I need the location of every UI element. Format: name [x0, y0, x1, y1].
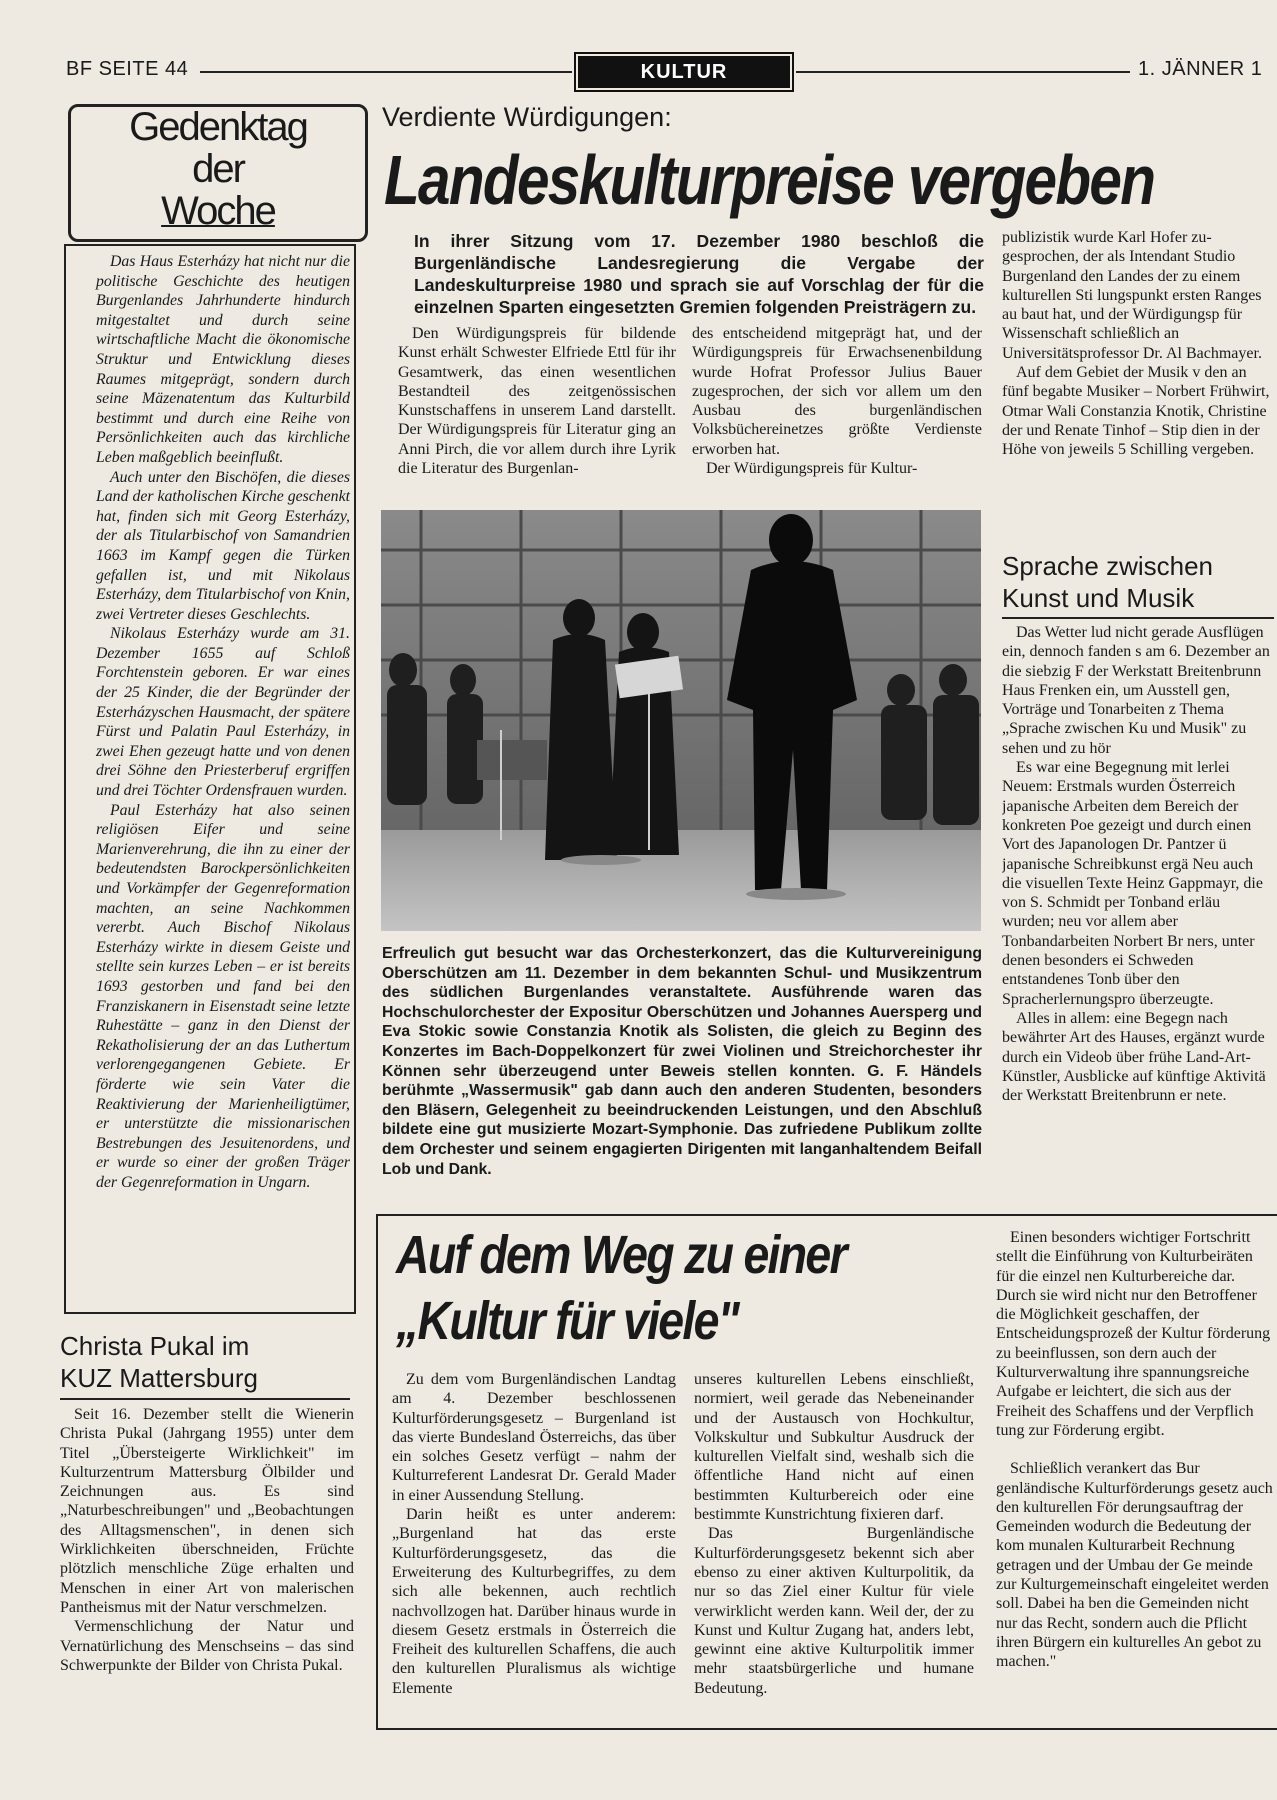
kulturfuerviele-col2 — [694, 1370, 974, 1698]
concert-photo-image — [381, 510, 981, 931]
preise-col1 — [398, 324, 676, 478]
sprache-paragraph: Das Wetter lud nicht gerade Ausflügen ein, dennoch fanden s am 6. Dezember an die siebzig F der Werkstatt Breitenbrunn Haus Frenken ein, um Ausstell gen, Vorträge und Tonarbeiten z Thema „Sprache zwischen Ku und Musik" zu sehen und zu hör — [1002, 624, 1270, 757]
sprache-paragraph: Alles in allem: eine Begegn nach bewährter Art des Hauses, ergänzt wurde durch ein Videob über frühe Land-Art-Künstler, Ausblicke auf künftige Aktivitä der Werkstatt Breitenbrunn er nete. — [1002, 1009, 1266, 1105]
sprache-title — [1002, 550, 1213, 614]
preise-col3-paragraph: publizistik wurde Karl Hofer zu- gesprochen, der als Intendant Studio Burgenland den Landes der zu einem kulturellen Sti lungspunkt ersten Ranges au baut hat, und der Würdigungsp für Wissenschaft schließlich an Universitätsprofessor Dr. Al Bachmayer. — [1002, 229, 1262, 362]
gedenktag-title-line1: Gedenktag — [129, 105, 307, 149]
header-date: 1. JÄNNER 1 — [1138, 58, 1263, 80]
gedenktag-title-line3: Woche — [161, 189, 275, 233]
preise-lead: In ihrer Sitzung vom 17. Dezember 1980 beschloß die Burgenländische Landesregierung die Vergabe der Landeskulturpreise 1980 und sprach sie auf Vorschlag der für die einzelnen Sparten eingesetzten Gremien folgenden Preisträgern zu. — [414, 231, 984, 317]
page-label: BF SEITE 44 — [66, 58, 189, 80]
sprache-rule — [1002, 617, 1274, 619]
pukal-title-line2: KUZ Mattersburg — [60, 1363, 258, 1393]
gedenktag-paragraph: Nikolaus Esterházy wurde am 31. Dezember 1655 auf Schloß Forchtenstein geboren. Er war eines der 25 Kinder, die der Begründer der Esterházyschen Hausmacht, der spätere Fürst und Palatin Paul Esterházy, in zwei Ehen gezeugt hatte und von denen drei Söhne den Priesterberuf ergriffen und drei Töchter Ordensfrauen wurden. — [96, 625, 350, 800]
preise-col2 — [692, 324, 982, 478]
pukal-title — [60, 1330, 258, 1394]
kulturfuerviele-headline — [396, 1222, 846, 1354]
kulturfuerviele-col2-paragraph: unseres kulturellen Lebens einschließt, normiert, weil gerade das Nebeneinander und der Austausch von Hochkultur, Volkskultur und Subkultur Ausdruck der kulturellen Vielfalt sind, weshalb sich die öffentliche Hand nicht auf einen bestimmten Kulturbereich oder eine bestimmte Kunstrichtung fixieren darf. — [694, 1371, 974, 1524]
gedenktag-paragraph: Auch unter den Bischöfen, die dieses Land der katholischen Kirche geschenkt hat, finden sich mit Georg Esterházy, der als Titularbischof von Samandrien 1663 im Kampf gegen die Türken gefallen ist, und mit Nikolaus Esterházy, dem Titularbischof von Knin, zwei Vertreter dieses Geschlechts. — [96, 468, 350, 623]
gedenktag-body — [96, 252, 350, 1193]
photo-caption: Erfreulich gut besucht war das Orchesterkonzert, das die Kulturvereinigung Oberschützen am 11. Dezember in dem bekannten Schul- und Musikzentrum des südlichen Burgenlandes veranstaltete. Ausführende waren das Hochschulorchester der Expositur Oberschützen und Johannes Auersperg und Eva Stokic sowie Constanzia Knotik als Solisten, die gleich zu Beginn des Konzertes im Bach-Doppelkonzert für zwei Violinen und Streichorchester ihr Können sehr überzeugend unter Beweis stellen konnten. G. F. Händels berühmte „Wassermusik" gab dann auch den anderen Studenten, besonders den Bläsern, Gelegenheit zu beeindruckenden Leistungen, und den Abschluß bildete eine gut musizierte Mozart-Symphonie. Das zufriedene Publikum zollte dem Orchester und seinem engagierten Dirigenten mit langanhaltendem Beifall Lob und Dank. — [382, 945, 982, 1178]
pukal-title-line1: Christa Pukal im — [60, 1331, 250, 1361]
pukal-body — [60, 1405, 354, 1675]
kulturfuerviele-col1 — [392, 1370, 676, 1698]
kulturfuerviele-col1-paragraph: Zu dem vom Burgenländischen Landtag am 4. Dezember beschlossenen Kulturförderungsgesetz – Burgenland ist das vierte Bundesland Österreichs, das über ein solches Gesetz verfügt – nahm der Kulturreferent Landesrat Dr. Gerald Mader in einer Aussendung Stellung. — [392, 1371, 676, 1504]
gedenktag-paragraph: Paul Esterházy hat also seinen religiösen Eifer und seine Marienverehrung, die ihn zu einer der bedeutendsten Barockpersönlichkeiten und Vorkämpfer der Gegenreformation machten, an seine Nachkommen vererbt. Auch Bischof Nikolaus Esterházy wirkte in diesem Geiste und stellte sein kurzes Leben – er ist bereits 1693 gestorben und fand bei den Franziskanern in Eisenstadt seine letzte Ruhestätte – ganz in den Dienst der Rekatholisierung der an das Luthertum verlorengegangenen Gebiete. Er förderte wie sein Vater die Reaktivierung der Marienheiligtümer, er unterstützte die missionarischen Bestrebungen des Jesuitenordens, und er wurde so einer der großen Träger der Gegenreformation in Ungarn. — [96, 801, 350, 1191]
kulturfuerviele-col3-paragraph: Einen besonders wichtiger Fortschritt stellt die Einführung von Kulturbeiräten für die einzel nen Kulturbereiche dar. Durch sie wird nicht nur den Betroffener die Möglichkeit geschaffen, der Entscheidungsprozeß der Kultur förderung zu beeinflussen, son dern auch der Kulturverwaltung ihre spannungsreiche Aufgabe er leichtert, die sich aus der Freiheit des Schaffens und der Verpflich tung zur Förderung ergibt. — [996, 1229, 1271, 1439]
concert-photo — [381, 510, 981, 931]
preise-col1-paragraph: Den Würdigungspreis für bildende Kunst erhält Schwester Elfriede Ettl für ihr Gesamtwerk, das einen wesentlichen Bestandteil des zeitgenössischen Kunstschaffens in unserem Land darstellt. Der Würdigungspreis für Literatur ging an Anni Pirch, die vor allem durch ihre Lyrik die Literatur des Burgenlan- — [398, 325, 676, 478]
preise-headline: Landeskulturpreise vergeben — [384, 141, 1155, 219]
kulturfuerviele-col1-paragraph: Darin heißt es unter anderem: „Burgenland hat das erste Kulturförderungsgesetz, das die Erweiterung des Kulturbegriffes, zu dem sich alle bekennen, auch rechtlich nachvollzogen hat. Darüber hinaus wurde in diesem Gesetz erstmals in Österreich die Freiheit des kulturellen Schaffens, die auch den kulturellen Pluralismus als wichtige Elemente — [392, 1506, 676, 1697]
gedenktag-paragraph: Das Haus Esterházy hat nicht nur die politische Geschichte des heutigen Burgenlandes Jahrhunderte hindurch mitgestaltet und durch seine wirtschaftliche Macht die ökonomische Struktur und Entwicklung dieses Raumes mitgeprägt, sondern durch seine Mäzenatentum das Kulturbild bestimmt und durch eine Reihe von Persönlichkeiten auch das kirchliche Leben maßgeblich beeinflußt. — [96, 253, 350, 466]
preise-kicker: Verdiente Würdigungen: — [382, 102, 672, 132]
kulturfuerviele-col3-paragraph: Schließlich verankert das Bur genländische Kulturförderungs gesetz auch den kulturellen För derungsauftrag der Gemeinden wodurch die Bedeutung der kom munalen Kulturarbeit Rechnung getragen und der Umbau der Ge meinde zur Kulturgemeinschaft eingeleitet werden soll. Dabei ha ben die Gemeinden nicht nur das Recht, sondern auch die Pflicht ihren Bürgern ein kulturelles An gebot zu machen." — [996, 1460, 1273, 1671]
preise-col3-paragraph: Auf dem Gebiet der Musik v den an fünf begabte Musiker – Norbert Frühwirt, Otmar Wali Constanzia Knotik, Christine der und Renate Tinhof – Stip dien in der Höhe von jeweils 5 Schilling vergeben. — [1002, 364, 1270, 459]
rubric-kultur: KULTUR — [578, 56, 790, 88]
preise-col2-paragraph: des entscheidend mitgeprägt hat, und der Würdigungspreis für Erwachsenenbildung wurde Hofrat Professor Julius Bauer zugesprochen, der sich vor allem um den Ausbau des burgenländischen Volksbüchereinetzes größte Verdienste erworben hat. — [692, 325, 982, 458]
sprache-body — [1002, 623, 1274, 1183]
kulturfuerviele-headline-line1: Auf dem Weg zu einer — [396, 1225, 846, 1285]
sprache-paragraph: Es war eine Begegnung mit lerlei Neuem: Erstmals wurden Österreich japanische Arbeiten dem Bereich der konkreten Poe gezeigt und durch einen Vort des Japanologen Dr. Pantzer ü japanische Schreibkunst ergä Neu auch die visuellen Texte Heinz Gappmayr, die von S. Schmidt per Tonband erläu wurden; neu vor allem aber Tonbandarbeiten Norbert Br ners, unter denen besonders ei Schweden entstandenes Tonb über den Spracherlernungspro überzeugte. — [1002, 759, 1263, 1008]
sprache-title-line1: Sprache zwischen — [1002, 551, 1213, 581]
kulturfuerviele-col2-paragraph: Das Burgenländische Kulturförderungsgesetz bekennt sich aber ebenso zu einer aktiven Kulturpolitik, da nur so das Ziel einer Kultur für viele verwirklicht werden kann. Weil der, der zu Kunst und Kultur Zugang hat, anders lebt, gewinnt eine aktive Kulturpolitik immer mehr staatsbürgerliche und humane Bedeutung. — [694, 1525, 974, 1697]
kulturfuerviele-col3 — [996, 1228, 1274, 1718]
pukal-rule — [60, 1398, 350, 1400]
preise-col2-paragraph: Der Würdigungspreis für Kultur- — [706, 460, 918, 478]
sprache-title-line2: Kunst und Musik — [1002, 583, 1195, 613]
pukal-paragraph: Vermenschlichung der Natur und Vernatürlichung des Menschseins – das sind Schwerpunkte der Bilder von Christa Pukal. — [60, 1618, 354, 1674]
gedenktag-title — [68, 106, 368, 232]
header-rule-left — [200, 71, 572, 73]
header-rule-right — [796, 71, 1130, 73]
kulturfuerviele-headline-line2: „Kultur für viele" — [396, 1291, 738, 1351]
preise-col3 — [1002, 228, 1272, 548]
gedenktag-title-line2: der — [192, 147, 244, 191]
pukal-paragraph: Seit 16. Dezember stellt die Wienerin Christa Pukal (Jahrgang 1955) unter dem Titel „Übersteigerte Wirklichkeit" im Kulturzentrum Mattersburg Ölbilder und Zeichnungen aus. Es sind „Naturbeschreibungen" und „Beobachtungen des Alltagsmenschen", in denen sich Wirklichkeiten überschneiden, Früchte plötzlich menschliche Züge erhalten und Menschen in einer Art von malerischen Pantheismus mit der Natur verschmelzen. — [60, 1406, 354, 1616]
